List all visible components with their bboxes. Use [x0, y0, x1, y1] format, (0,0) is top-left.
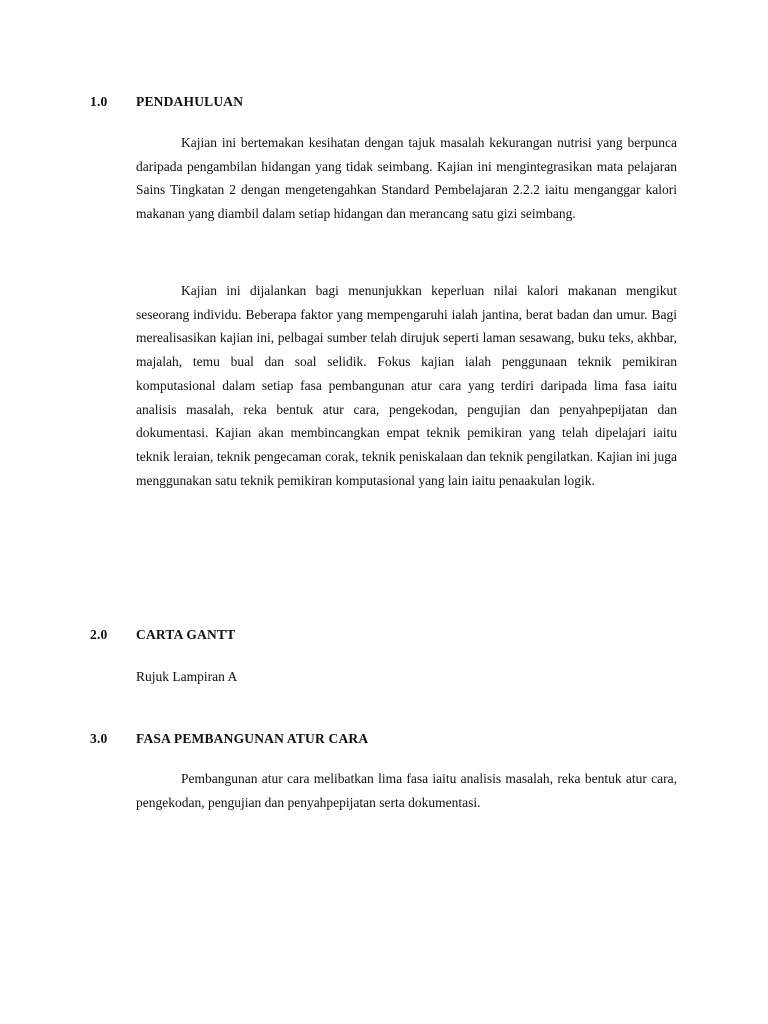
- section-number: 2.0: [90, 627, 108, 642]
- section-heading-carta-gantt: [90, 627, 235, 643]
- gantt-reference-text: Rujuk Lampiran A: [136, 669, 238, 684]
- section-heading-fasa-pembangunan: [90, 731, 368, 747]
- intro-paragraph-2: Kajian ini dijalankan bagi menunjukkan keperluan nilai kalori makanan mengikut seseorang individu. Beberapa faktor yang mempengaruhi ialah jantina, berat badan dan umur. Bagi merealisasikan kajian ini, pelbagai sumber telah dirujuk seperti laman sesawang, buku teks, akhbar, majalah, temu bual dan soal selidik. Fokus kajian ialah penggunaan teknik pemikiran komputasional dalam setiap fasa pembangunan atur cara yang terdiri daripada lima fasa iaitu analisis masalah, reka bentuk atur cara, pengekodan, pengujian dan penyahpepijatan dan dokumentasi. Kajian akan membincangkan empat teknik pemikiran yang telah dipelajari iaitu teknik leraian, teknik pengecaman corak, teknik peniskalaan dan teknik pengilatkan. Kajian ini juga menggunakan satu teknik pemikiran komputasional yang lain iaitu penaakulan logik.: [136, 283, 677, 488]
- section-number: 3.0: [90, 731, 108, 746]
- section-title: PENDAHULUAN: [136, 94, 244, 109]
- section-number: 1.0: [90, 94, 108, 109]
- intro-paragraph-1: Kajian ini bertemakan kesihatan dengan tajuk masalah kekurangan nutrisi yang berpunca daripada pengambilan hidangan yang tidak seimbang. Kajian ini mengintegrasikan mata pelajaran Sains Tingkatan 2 dengan mengetengahkan Standard Pembelajaran 2.2.2 iaitu menganggar kalori makanan yang diambil dalam setiap hidangan dan merancang satu gizi seimbang.: [136, 135, 677, 222]
- section-title: CARTA GANTT: [136, 627, 236, 642]
- development-paragraph: Pembangunan atur cara melibatkan lima fasa iaitu analisis masalah, reka bentuk atur cara, pengekodan, pengujian dan penyahpepijatan serta dokumentasi.: [136, 771, 677, 810]
- section-heading-pendahuluan: [90, 94, 243, 110]
- section-title: FASA PEMBANGUNAN ATUR CARA: [136, 731, 369, 746]
